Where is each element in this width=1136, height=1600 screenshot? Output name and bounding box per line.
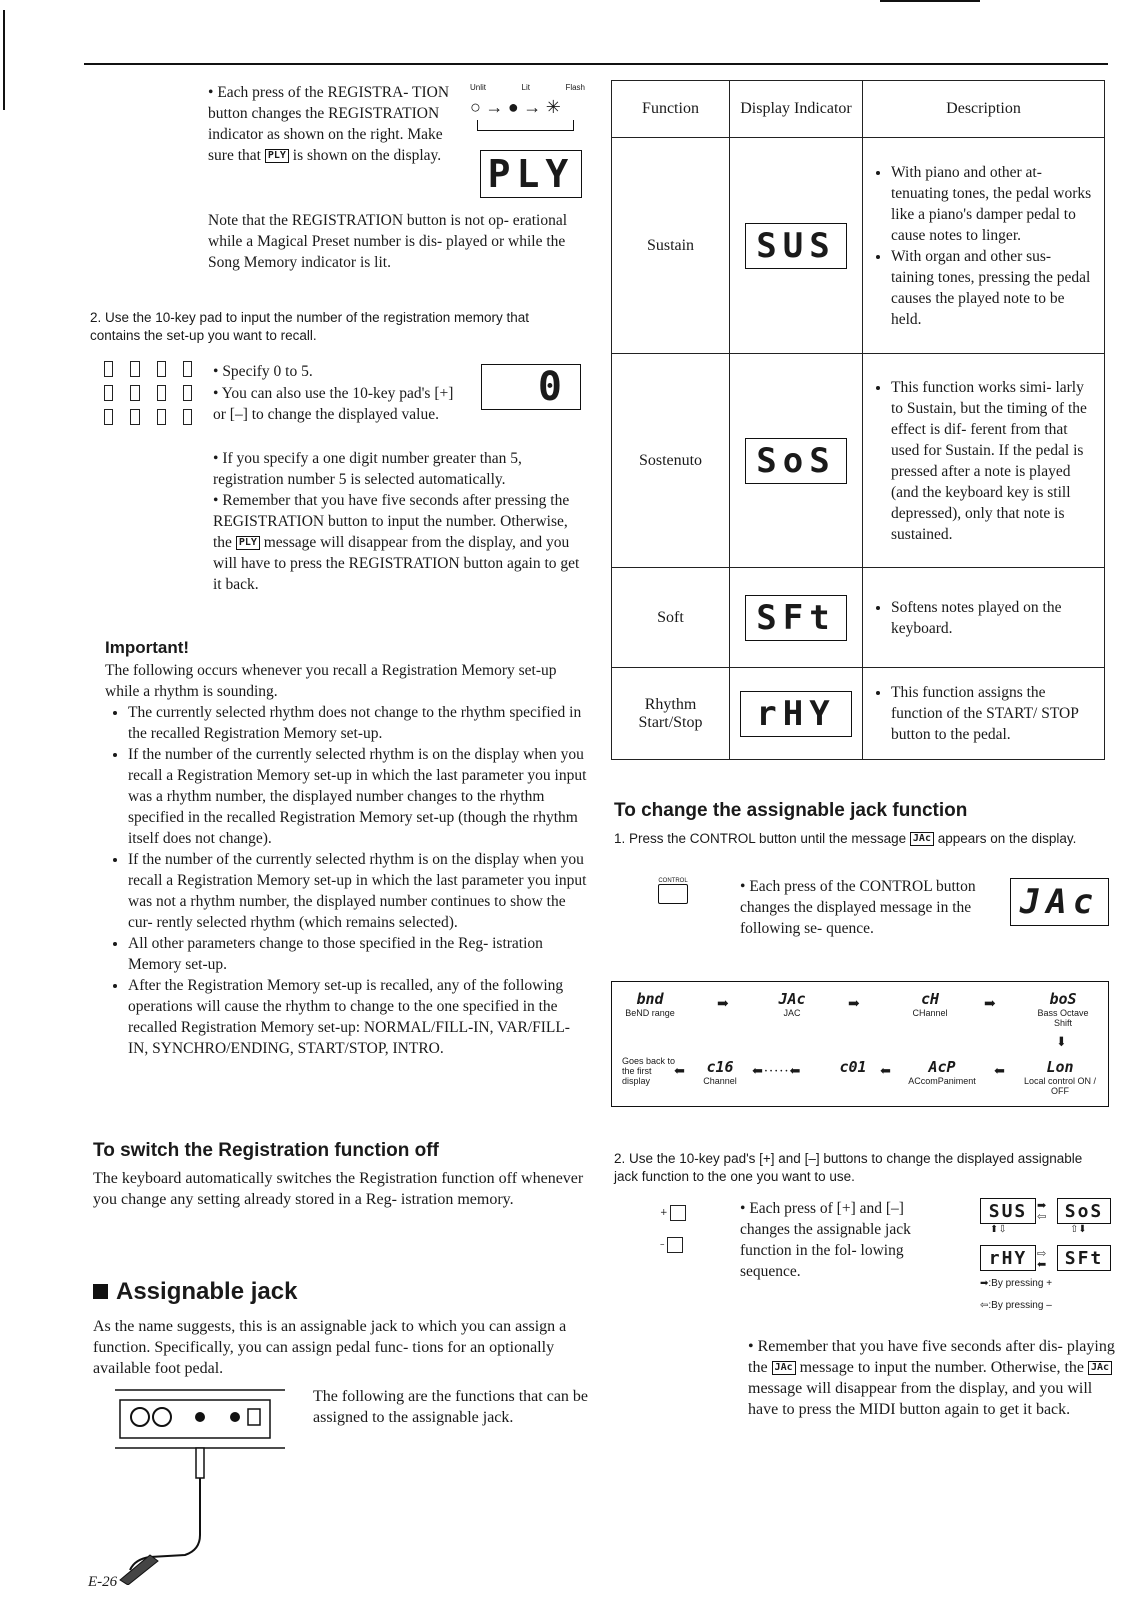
jac-inline-display: JAc (1088, 1361, 1112, 1375)
desc-item: • Softens notes played on the keyboard. (891, 597, 1092, 639)
seq-code: Lon (1046, 1058, 1074, 1076)
seq-label: Bass Octave Shift (1037, 1008, 1089, 1028)
key[interactable] (183, 361, 192, 377)
desc-item: • This function assigns the function of the START/ STOP button to the pedal. (891, 682, 1092, 745)
seq-item (828, 1058, 878, 1076)
seq-item (895, 990, 965, 1018)
ply-display: PLY (480, 150, 582, 198)
plus-minus-keys: + – (660, 1205, 692, 1253)
assignable-text-2: The following are the functions that can be assigned to the assignable jack. (313, 1388, 589, 1426)
key[interactable] (130, 361, 139, 377)
key[interactable] (130, 409, 139, 425)
control-label: CONTROL (658, 878, 688, 884)
step-2-bullet-4: • Remember that you have five seconds after pressing the REGISTRATION button to input the number. Otherwise, the PLY message will disappear from the display, and you will have to press the REGISTRATION button again to get it back. (213, 492, 580, 593)
important-intro: The following occurs whenever you recall a Registration Memory set-up while a rhythm is sounding. (105, 662, 557, 700)
legend-minus: ⇦:By pressing – (980, 1300, 1052, 1311)
important-title: Important! (105, 638, 190, 657)
control-sequence-box (611, 981, 1109, 1107)
key[interactable] (183, 409, 192, 425)
arrow-right-icon: ➡ (984, 996, 996, 1012)
assignable-text: As the name suggests, this is an assignable jack to which you can assign a function. Specifically, you can assign pedal func- tions for an optionally available foot pedal. (93, 1318, 567, 1377)
seq-code: JAc (778, 990, 806, 1008)
step-2-bullet-1: • Specify 0 to 5. (213, 363, 313, 380)
key-plus[interactable] (670, 1205, 686, 1221)
switch-off-text: The keyboard automatically switches the Registration function off whenever you change any setting already stored in a Reg- istration memory. (93, 1170, 584, 1208)
step-2-text: 2. Use the 10-key pad to input the number of the registration memory that contains the set-up you want to recall. (90, 310, 529, 343)
legend-plus: ➡:By pressing + (980, 1278, 1053, 1289)
seq-item (762, 990, 822, 1018)
indicator-return-line (477, 120, 574, 131)
ply-inline-display: PLY (236, 536, 260, 550)
seq-code: AcP (928, 1058, 956, 1076)
indicator-sequence: ○ → ● → ✳ (470, 97, 561, 117)
cycle-arrows-icon: ⇧⬇ (1070, 1224, 1087, 1235)
desc-item: • With piano and other at- tenuating tones, the pedal works like a piano's damper pedal to cause notes to linger. (891, 162, 1092, 246)
seq-item (1022, 1058, 1098, 1096)
control-button-group (658, 878, 688, 904)
key-plus[interactable] (104, 361, 113, 377)
seq-label: JAC (783, 1008, 801, 1018)
assignable-title: Assignable jack (93, 1278, 297, 1306)
step-2-bullet-3: • If you specify a one digit number greater than 5, registration number 5 is selected automatically. (213, 450, 522, 488)
indicator-labels (470, 83, 585, 92)
function-cell: Soft (612, 568, 730, 668)
arrow-left-icon: ⬅ (674, 1064, 685, 1079)
seq-label: CHannel (912, 1008, 948, 1018)
left-margin-bar (3, 10, 5, 110)
jac-display: JAc (1010, 878, 1109, 926)
ten-key-pad (98, 361, 198, 425)
header-description: Description (863, 81, 1105, 138)
desc-item: • This function works simi- larly to Sustain, but the timing of the effect is dif- ferent from that used for Sustain. If the pedal is pressed after a note is played (and the keyboard key is still depressed), only that note is sustained. (891, 377, 1092, 545)
seq-code: c16 (706, 1058, 734, 1076)
flash-label: Flash (565, 83, 585, 92)
change-jack-bullet-3: • Remember that you have five seconds after dis- playing the JAc message to input the number. Otherwise, the JAc message will disappear from the display, and you will have to press the MIDI button again to get it back. (748, 1338, 1115, 1418)
dotted-arrow-left-icon: ⬅·····⬅ (752, 1064, 802, 1079)
control-button[interactable] (658, 884, 688, 904)
seq-code: bnd (636, 990, 664, 1008)
seq-label: ACcomPaniment (908, 1076, 976, 1086)
key-minus[interactable] (104, 385, 113, 401)
registration-bullet-1: • Each press of the REGISTRA- TION button changes the REGISTRATION indicator as shown on the right. Make sure that PLY is shown on the display. (208, 84, 450, 164)
seq-code: boS (1049, 990, 1077, 1008)
cycle-rhy-display: rHY (980, 1245, 1036, 1271)
jac-inline-display: JAc (910, 832, 934, 846)
change-jack-step-2: 2. Use the 10-key pad's [+] and [–] buttons to change the displayed assignable jack function to the one you want to use. (614, 1151, 1083, 1184)
seq-code: cH (920, 990, 940, 1008)
key[interactable] (157, 409, 166, 425)
function-table (611, 80, 1105, 760)
zero-display: 0 (481, 364, 581, 410)
table-row (612, 668, 1105, 760)
cycle-arrows-icon: ➡ ⇦ (1037, 1199, 1047, 1223)
change-jack-step-1: 1. Press the CONTROL button until the message JAc appears on the display. (614, 831, 1077, 846)
change-jack-bullet-2: • Each press of [+] and [–] changes the assignable jack function in the fol- lowing sequence. (740, 1200, 911, 1280)
switch-off-title: To switch the Registration function off (93, 1140, 439, 1161)
key[interactable] (104, 409, 113, 425)
arrow-left-icon: ⬅ (994, 1064, 1005, 1079)
seq-label: Local control ON / OFF (1023, 1076, 1097, 1096)
ply-inline-display: PLY (265, 149, 289, 163)
header-display-indicator: Display Indicator (730, 81, 863, 138)
arrow-right-icon: ➡ (848, 996, 860, 1012)
jack-pedal-illustration (110, 1385, 310, 1585)
arrow-down-icon: ⬇ (1056, 1035, 1067, 1050)
change-jack-title: To change the assignable jack function (614, 800, 968, 821)
jac-inline-display: JAc (772, 1361, 796, 1375)
key-minus[interactable] (667, 1237, 683, 1253)
goes-back-label: Goes back to the first display (622, 1056, 676, 1086)
important-item: • If the number of the currently selected rhythm is on the display when you recall a Registration Memory set-up in which the last parameter you input was a rhythm number, the displayed number changes to the rhythm specified in the recalled Registration Memory set-up (though the rhythm itself does not change). (128, 744, 590, 849)
arrow-left-icon: ⬅ (880, 1064, 891, 1079)
seq-code: c01 (839, 1058, 867, 1076)
seq-item (620, 990, 680, 1018)
cycle-sus-display: SUS (980, 1198, 1036, 1224)
arrow-right-icon: ➡ (717, 996, 729, 1012)
header-function: Function (612, 81, 730, 138)
top-rule (84, 63, 1108, 65)
table-row (612, 568, 1105, 668)
key[interactable] (157, 385, 166, 401)
key[interactable] (130, 385, 139, 401)
seq-item (690, 1058, 750, 1086)
cycle-sft-display: SFt (1057, 1245, 1111, 1271)
cycle-arrows-icon: ⬆⇩ (990, 1224, 1007, 1235)
top-rule-short (880, 0, 980, 2)
function-cell: Sostenuto (612, 354, 730, 568)
unlit-label: Unlit (470, 83, 487, 92)
table-row (612, 138, 1105, 354)
change-jack-bullet: • Each press of the CONTROL button changes the displayed message in the following se- quence. (740, 878, 976, 937)
sos-display: SoS (745, 438, 847, 484)
important-item: • After the Registration Memory set-up is recalled, any of the following operations will cause the rhythm to change to the one specified in the recalled Registration Memory set-up: NORMAL/FILL-IN, VAR/FILL-IN, SYNCHRO/ENDING, START/STOP, INTRO. (128, 975, 590, 1059)
seq-item (1028, 990, 1098, 1028)
key[interactable] (183, 385, 192, 401)
table-row (612, 354, 1105, 568)
important-list (112, 702, 590, 1059)
seq-label: BeND range (625, 1008, 675, 1018)
cycle-arrows-icon: ⇨ ⬅ (1037, 1247, 1047, 1271)
step-2-bullet-2: • You can also use the 10-key pad's [+] or [–] to change the displayed value. (213, 385, 454, 423)
sus-display: SUS (745, 223, 847, 269)
registration-bullet-2: Note that the REGISTRATION button is not op- erational while a Magical Preset number is dis- played or while the Song Memory indicator is lit. (208, 212, 568, 271)
seq-item (902, 1058, 982, 1086)
function-cell: Rhythm Start/Stop (612, 668, 730, 760)
rhy-display: rHY (740, 691, 852, 737)
desc-item: • With organ and other sus- taining tones, pressing the pedal causes the played note to be held. (891, 246, 1092, 330)
key[interactable] (157, 361, 166, 377)
lit-label: Lit (521, 83, 530, 92)
sft-display: SFt (745, 595, 847, 641)
important-item: • The currently selected rhythm does not change to the rhythm specified in the recalled Registration Memory set-up. (128, 702, 590, 744)
table-header-row (612, 81, 1105, 138)
seq-label: Channel (703, 1076, 737, 1086)
important-item: • All other parameters change to those specified in the Reg- istration Memory set-up. (128, 933, 590, 975)
function-cell: Sustain (612, 138, 730, 354)
page-number: E-26 (88, 1574, 118, 1590)
section-square-icon (93, 1284, 108, 1299)
cycle-sos-display: SoS (1057, 1198, 1111, 1224)
important-item: • If the number of the currently selected rhythm is on the display when you recall a Registration Memory set-up in which the last parameter you input was not a rhythm number, the displayed number continues to show the cur- rently selected rhythm (which remains selected). (128, 849, 590, 933)
